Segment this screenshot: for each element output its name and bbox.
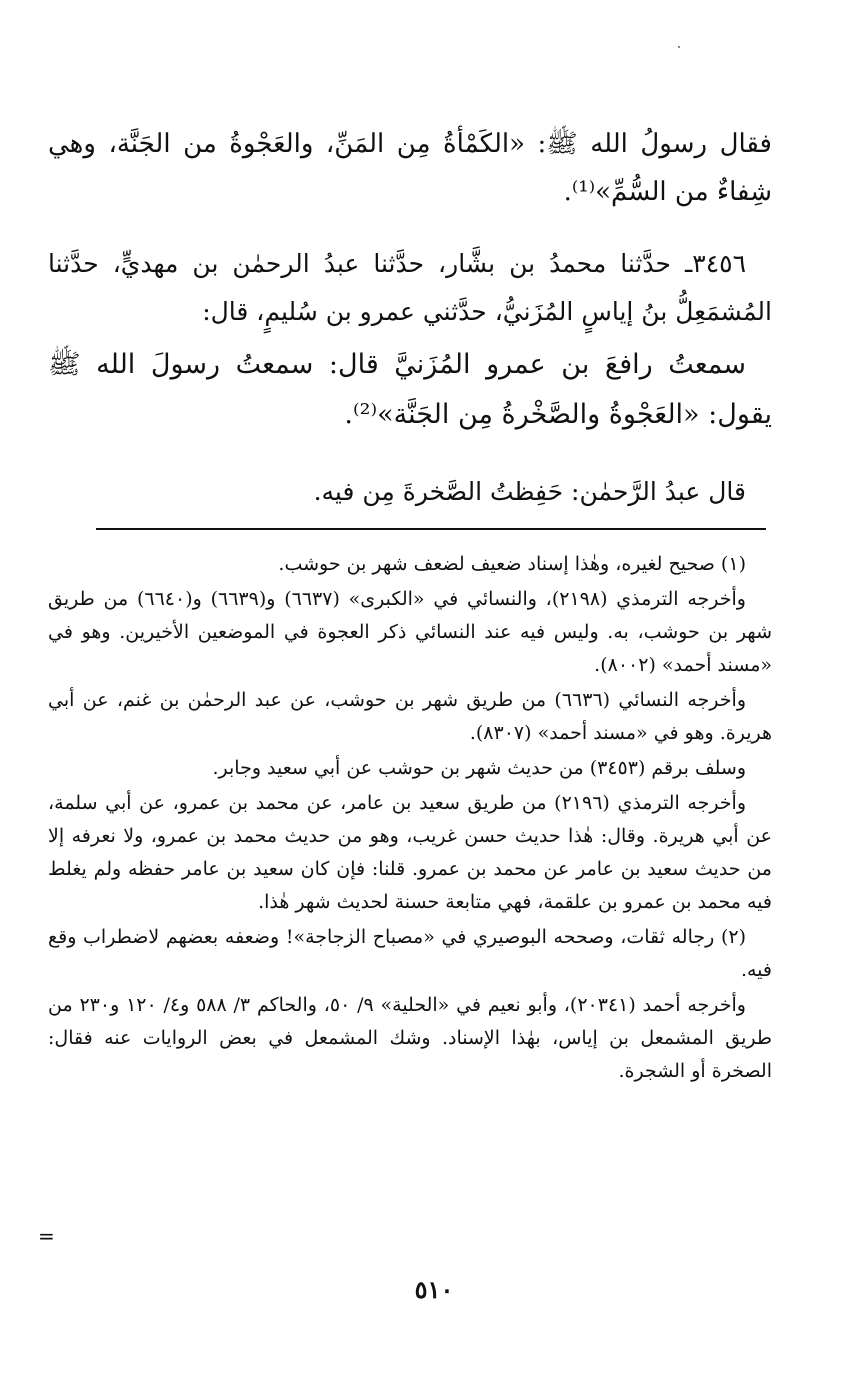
footnote-paragraph: (١) صحيح لغيره، وهٰذا إسناد ضعيف لضعف شهر بن حوشب. [278,553,746,575]
footnote-paragraph: (٢) رجاله ثقات، وصححه البوصيري في «مصباح الزجاجة»! وضعفه بعضهم لاضطراب وقع فيه. [48,926,772,981]
hadith-text-2 [48,340,772,440]
hadith-paragraph: ٣٤٥٦ـ حدَّثنا محمدُ بن بشَّار، حدَّثنا عبدُ الرحمٰن بن مهديٍّ، حدَّثنا المُشمَعِلُّ بنُ إياسٍ المُزَنيُّ، حدَّثني عمرو بن سُليمٍ، قال: [48,249,772,326]
scan-speck [678,46,680,48]
footnote-paragraph: وأخرجه الترمذي (٢١٩٦) من طريق سعيد بن عامر، عن محمد بن عمرو، عن أبي سلمة، عن أبي هريرة. وقال: هٰذا حديث حسن غريب، وهو من حديث محمد بن عمرو، ولا نعرفه إلا من حديث سعيد بن عامر عن محمد بن عمرو. قلنا: فإن كان سعيد بن عامر حفظه ولم يغلط فيه محمد بن عمرو بن علقمة، فهي متابعة حسنة لحديث شهر هٰذا. [48,792,772,913]
footnote-paragraph: وسلف برقم (٣٤٥٣) من حديث شهر بن حوشب عن أبي سعيد وجابر. [212,757,746,779]
hadith-paragraph: قال عبدُ الرَّحمٰن: حَفِظتُ الصَّخرةَ مِن فيه. [313,477,746,506]
hadith-paragraph: سمعتُ رافعَ بن عمرو المُزَنيَّ قال: سمعتُ رسولَ الله ﷺ يقول: «العَجْوةُ والصَّخْرةُ مِن الجَنَّة»⁽²⁾. [48,349,772,430]
hadith-comment [48,472,772,512]
footnote-paragraph: وأخرجه النسائي (٦٦٣٦) من طريق شهر بن حوشب، عن عبد الرحمٰن بن غنم، عن أبي هريرة. وهو في «مسند أحمد» (٨٣٠٧). [48,689,772,744]
footnote-paragraph: وأخرجه الترمذي (٢١٩٨)، والنسائي في «الكبرى» (٦٦٣٧) و(٦٦٣٩) و(٦٦٤٠) من طريق شهر بن حوشب، به. وليس فيه عند النسائي ذكر العجوة في الموضعين الأخيرين. وهو في «مسند أحمد» (٨٠٠٢). [48,588,772,676]
footnote-paragraph: وأخرجه أحمد (٢٠٣٤١)، وأبو نعيم في «الحلية» ٩/ ٥٠، والحاكم ٣/ ٥٨٨ و٤/ ١٢٠ و٢٣٠ من طريق المشمعل بن إياس، بهٰذا الإسناد. وشك المشمعل في بعض الروايات عنه فقال: الصخرة أو الشجرة. [48,994,772,1082]
footnote-divider [96,528,766,530]
hadith-text-1 [48,120,772,216]
hadith-paragraph: فقال رسولُ الله ﷺ: «الكَمْأةُ مِن المَنِّ، والعَجْوةُ من الجَنَّة، وهي شِفاءٌ من السُّمِّ»⁽¹⁾. [48,129,772,207]
hadith-isnad-3456 [48,240,772,336]
continuation-mark: = [38,1224,55,1248]
footnotes [48,548,772,1090]
page-number: ٥١٠ [414,1275,454,1304]
